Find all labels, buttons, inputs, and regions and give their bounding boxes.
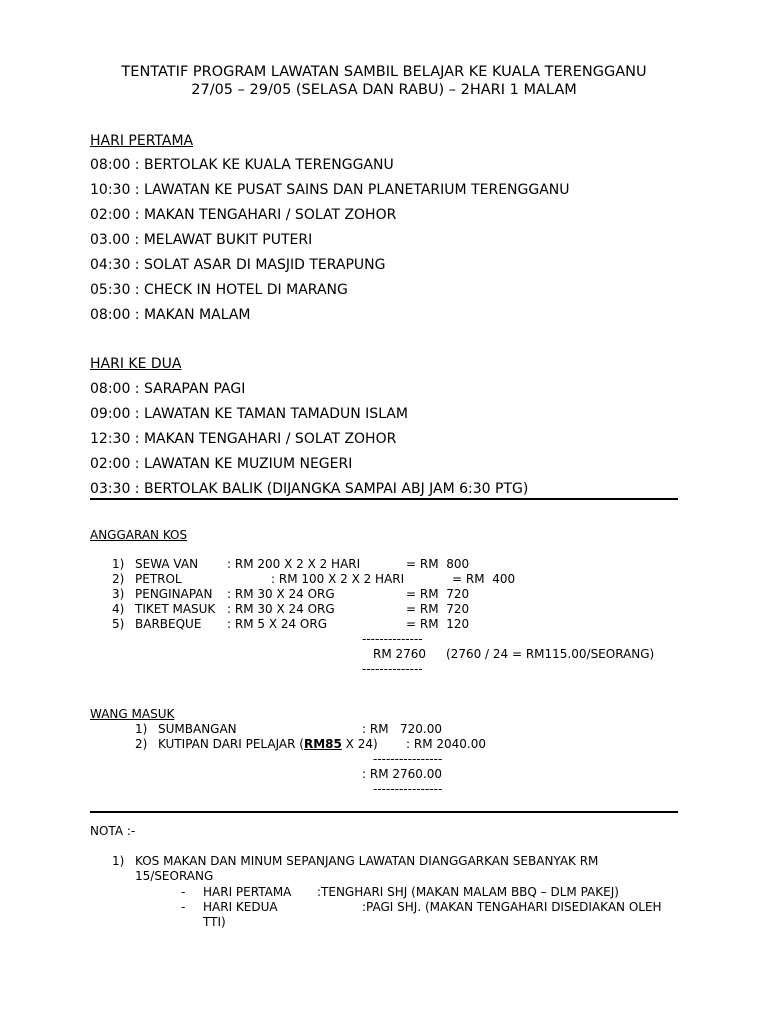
schedule-item: 03:30 : BERTOLAK BALIK (DIJANGKA SAMPAI ABJ JAM 6:30 PTG) bbox=[90, 481, 529, 497]
sum-divider: -------------- bbox=[362, 662, 423, 676]
nota-item-num: 1) bbox=[112, 854, 125, 868]
cost-row-item: SEWA VAN bbox=[135, 557, 199, 571]
cost-row-num: 3) bbox=[112, 587, 125, 601]
income-row-num: 2) bbox=[135, 737, 148, 751]
schedule-item: 02:00 : MAKAN TENGAHARI / SOLAT ZOHOR bbox=[90, 207, 397, 223]
section-divider bbox=[90, 811, 678, 813]
cost-row-total: = RM 120 bbox=[406, 617, 470, 631]
income-total: : RM 2760.00 bbox=[362, 767, 442, 781]
income-heading: WANG MASUK bbox=[90, 707, 175, 721]
income-divider: ---------------- bbox=[373, 782, 443, 796]
cost-row-total: = RM 800 bbox=[406, 557, 470, 571]
cost-per-person: (2760 / 24 = RM115.00/SEORANG) bbox=[446, 647, 655, 661]
cost-row-calc: : RM 200 X 2 X 2 HARI bbox=[227, 557, 361, 571]
nota-sub-text: :TENGHARI SHJ (MAKAN MALAM BBQ – DLM PAKEJ) bbox=[317, 885, 619, 899]
schedule-item: 12:30 : MAKAN TENGAHARI / SOLAT ZOHOR bbox=[90, 431, 397, 447]
income-row-label bbox=[158, 737, 378, 751]
schedule-item: 09:00 : LAWATAN KE TAMAN TAMADUN ISLAM bbox=[90, 406, 408, 422]
sum-divider: -------------- bbox=[362, 632, 423, 646]
nota-bullet: - bbox=[181, 885, 186, 899]
nota-sub-text: :PAGI SHJ. (MAKAN TENGAHARI DISEDIAKAN OLEH bbox=[362, 900, 662, 914]
cost-row-calc: : RM 30 X 24 ORG bbox=[227, 587, 335, 601]
income-row-value: : RM 2040.00 bbox=[406, 737, 486, 751]
income-label-text: KUTIPAN DARI PELAJAR ( bbox=[158, 737, 304, 751]
document-title: TENTATIF PROGRAM LAWATAN SAMBIL BELAJAR KE KUALA TERENGGANU bbox=[121, 64, 647, 80]
income-row-value: : RM 720.00 bbox=[362, 722, 442, 736]
nota-sub-text: TTI) bbox=[203, 915, 226, 929]
fee-per-student: RM85 bbox=[303, 737, 342, 751]
schedule-item: 05:30 : CHECK IN HOTEL DI MARANG bbox=[90, 282, 348, 298]
nota-sub-label: HARI PERTAMA bbox=[203, 885, 292, 899]
nota-heading: NOTA :- bbox=[90, 824, 136, 838]
cost-row-calc: : RM 100 X 2 X 2 HARI bbox=[271, 572, 405, 586]
cost-row-num: 5) bbox=[112, 617, 125, 631]
day2-heading: HARI KE DUA bbox=[90, 356, 182, 372]
cost-row-total: = RM 720 bbox=[406, 602, 470, 616]
document-subtitle: 27/05 – 29/05 (SELASA DAN RABU) – 2HARI 1 MALAM bbox=[191, 82, 577, 98]
cost-row-item: TIKET MASUK bbox=[135, 602, 216, 616]
cost-heading: ANGGARAN KOS bbox=[90, 528, 188, 542]
cost-sum: RM 2760 bbox=[373, 647, 427, 661]
income-row-num: 1) bbox=[135, 722, 148, 736]
cost-row-total: = RM 720 bbox=[406, 587, 470, 601]
schedule-item: 08:00 : BERTOLAK KE KUALA TERENGGANU bbox=[90, 157, 394, 173]
day1-heading: HARI PERTAMA bbox=[90, 133, 194, 149]
cost-row-calc: : RM 5 X 24 ORG bbox=[227, 617, 328, 631]
cost-row-num: 1) bbox=[112, 557, 125, 571]
schedule-item: 03.00 : MELAWAT BUKIT PUTERI bbox=[90, 232, 313, 248]
nota-bullet: - bbox=[181, 900, 186, 914]
cost-row-num: 4) bbox=[112, 602, 125, 616]
schedule-item: 10:30 : LAWATAN KE PUSAT SAINS DAN PLANETARIUM TERENGGANU bbox=[90, 182, 570, 198]
nota-sub-label: HARI KEDUA bbox=[203, 900, 278, 914]
schedule-item: 02:00 : LAWATAN KE MUZIUM NEGERI bbox=[90, 456, 353, 472]
income-label-text: X 24) bbox=[341, 737, 378, 751]
section-divider bbox=[90, 498, 678, 500]
cost-row-total: = RM 400 bbox=[452, 572, 516, 586]
cost-row-item: PETROL bbox=[135, 572, 182, 586]
cost-row-item: PENGINAPAN bbox=[135, 587, 213, 601]
cost-row-calc: : RM 30 X 24 ORG bbox=[227, 602, 335, 616]
income-divider: ---------------- bbox=[373, 752, 443, 766]
cost-row-num: 2) bbox=[112, 572, 125, 586]
income-row-label: SUMBANGAN bbox=[158, 722, 237, 736]
nota-item-text: 15/SEORANG bbox=[135, 869, 214, 883]
schedule-item: 08:00 : SARAPAN PAGI bbox=[90, 381, 246, 397]
cost-row-item: BARBEQUE bbox=[135, 617, 202, 631]
schedule-item: 04:30 : SOLAT ASAR DI MASJID TERAPUNG bbox=[90, 257, 386, 273]
schedule-item: 08:00 : MAKAN MALAM bbox=[90, 307, 251, 323]
nota-item-text: KOS MAKAN DAN MINUM SEPANJANG LAWATAN DIANGGARKAN SEBANYAK RM bbox=[135, 854, 599, 868]
